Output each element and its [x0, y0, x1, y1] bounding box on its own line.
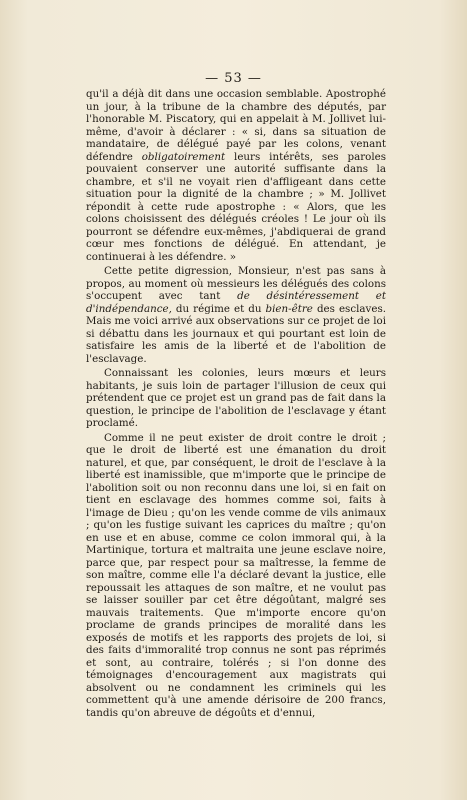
italic-text: de désintéressement et d'indépendance, [86, 290, 386, 315]
paragraph [86, 432, 386, 720]
paragraph [86, 367, 386, 430]
paragraph [86, 265, 386, 365]
text-segment: leurs intérêts, ses paroles pouvaient conserver une autorité suffisante dans la chambre, et s'il ne voyait rien d'affligeant dans cette situation pour la dignité de la chambre ; » M. Jollivet répondit à cette rude apostrophe : « Alors, que les colons choisissent des délégués créoles ! Le jour où ils pourront se défendre eux-mêmes, j'abdiquerai de grand cœur mes fonctions de délégué. En attendant, je continuerai à les défendre. » [86, 150, 386, 263]
page-number: — 53 — [205, 71, 262, 86]
text-segment: des esclaves. Mais me voici arrivé aux observations sur ce projet de loi si débattu dans les journaux et qui pourtant est loin de satisfaire les amis de la liberté et de l'abolition de l'esclavage. [86, 302, 387, 365]
italic-text: obligatoirement [141, 150, 226, 163]
text-segment: qu'il a déjà dit dans une occasion semblable. Apostrophé un jour, à la tribune de la chambre des députés, par l'honorable M. Piscatory, qui en appelait à M. Jollivet lui-même, d'avoir à déclarer : « si, dans sa situation de mandataire, de délégué payé par les colons, venant défendre [86, 88, 386, 163]
text-segment: Cette petite digression, Monsieur, n'est pas sans à propos, au moment où messieurs les délégués des colons s'occupent avec tant [86, 265, 386, 302]
paragraph [86, 88, 386, 263]
text-segment: du régime et du [171, 302, 266, 315]
text-segment: Connaissant les colonies, leurs mœurs et leurs habitants, je suis loin de partager l'illusion de ceux qui prétendent que ce projet est un grand pas de fait dans la question, le principe de l'abolition de l'esclavage y étant proclamé. [86, 367, 386, 429]
body-text [86, 88, 386, 721]
italic-text: bien-être [265, 302, 313, 315]
text-segment: Comme il ne peut exister de droit contre le droit ; que le droit de liberté est une émanation du droit naturel, et que, par conséquent, le droit de l'esclave à la liberté est inamissible, que m'importe que le principe de l'abolition soit ou non reconnu dans une loi, si en fait on tient en esclavage des hommes comme soi, faits à l'image de Dieu ; qu'on les vende comme de vils animaux ; qu'on les fustige suivant les caprices du maître ; qu'on en use et en abuse, comme ce colon immoral qui, à la Martinique, tortura et maltraita une jeune esclave noire, parce que, par respect pour sa maîtresse, la femme de son maître, comme elle l'a déclaré devant la justice, elle repoussait les attaques de son maître, et ne voulut pas se laisser souiller par cet être dégoûtant, malgré ses mauvais traitements. Que m'importe encore qu'on proclame de grands principes de moralité dans les exposés de motifs et les rapports des projets de loi, si des faits d'immoralité trop connus ne sont pas réprimés et sont, au contraire, tolérés ; si l'on donne des témoignages d'encouragement aux magistrats qui absolvent ou ne condamnent les criminels qui les commettent qu'à une amende dérisoire de 200 francs, tandis qu'on abreuve de dégoûts et d'ennui, [86, 431, 386, 719]
